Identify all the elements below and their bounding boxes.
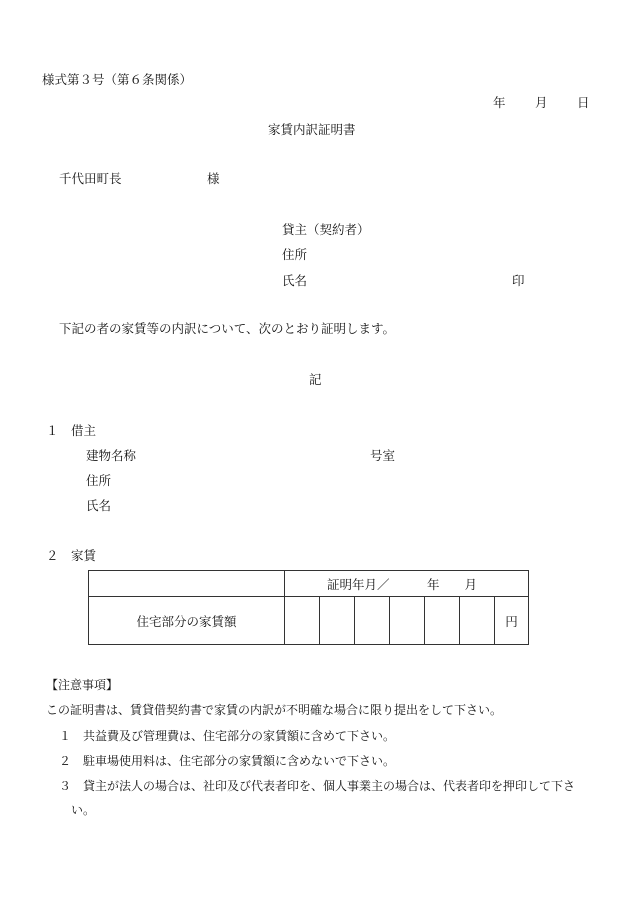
landlord-seal-mark: 印 (512, 273, 525, 288)
section2-heading: ２ 家賃 (46, 548, 97, 563)
amount-digit-cell[interactable] (320, 597, 355, 645)
landlord-name-label: 氏名 (282, 273, 308, 288)
section1-heading: １ 借主 (46, 423, 97, 438)
building-name-label: 建物名称 (86, 448, 137, 463)
rent-table (88, 570, 529, 645)
amount-digit-cell[interactable] (285, 597, 320, 645)
addressee-honorific: 様 (207, 171, 220, 186)
addressee-name: 千代田町長 (59, 171, 122, 186)
note-item-3: ３ 貸主が法人の場合は、社印及び代表者印を、個人事業主の場合は、代表者印を押印して下さ (59, 779, 576, 793)
form-number: 様式第３号（第６条関係） (42, 72, 193, 87)
note-item-1: １ 共益費及び管理費は、住宅部分の家賃額に含めて下さい。 (59, 729, 396, 743)
tenant-address-label: 住所 (86, 473, 112, 488)
date-year: 年 (493, 95, 506, 110)
amount-digit-cell[interactable] (355, 597, 390, 645)
yen-unit-cell: 円 (495, 597, 529, 645)
amount-digit-cell[interactable] (390, 597, 425, 645)
date-day: 日 (577, 95, 590, 110)
rent-table-header-row (89, 571, 529, 597)
room-number-label: 号室 (370, 448, 396, 463)
landlord-address-label: 住所 (282, 247, 308, 262)
landlord-heading: 貸主（契約者） (282, 222, 370, 237)
document-title: 家賃内訳証明書 (268, 122, 356, 137)
notes-intro: この証明書は、賃貸借契約書で家賃の内訳が不明確な場合に限り提出をして下さい。 (46, 703, 503, 717)
ki-label: 記 (309, 372, 322, 387)
note-item-3-continuation: い。 (71, 803, 96, 817)
amount-digit-cell[interactable] (425, 597, 460, 645)
date-month: 月 (535, 95, 548, 110)
intro-text: 下記の者の家賃等の内訳について、次のとおり証明します。 (59, 321, 396, 336)
date-line (470, 97, 590, 111)
table-corner-cell (89, 571, 285, 597)
rent-table-amount-row (89, 597, 529, 645)
certification-date-header: 証明年月／ 年 月 (285, 571, 529, 597)
residential-rent-label: 住宅部分の家賃額 (89, 597, 285, 645)
note-item-2: ２ 駐車場使用料は、住宅部分の家賃額に含めないで下さい。 (59, 754, 396, 768)
amount-digit-cell[interactable] (460, 597, 495, 645)
notes-heading: 【注意事項】 (46, 678, 119, 692)
tenant-name-label: 氏名 (86, 498, 112, 513)
